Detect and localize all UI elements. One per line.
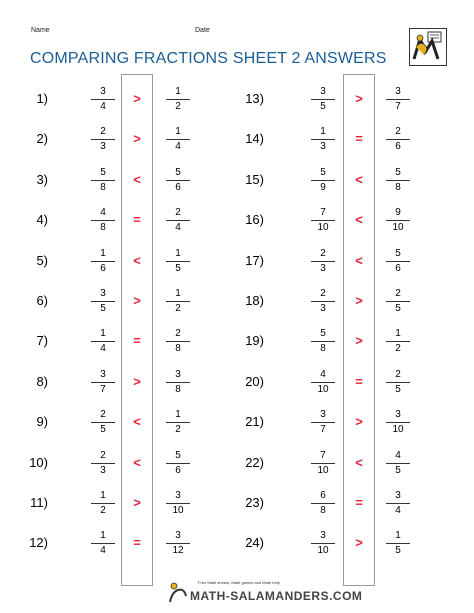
fraction-bar	[386, 180, 410, 181]
numerator: 3	[395, 409, 401, 421]
question-number: 24)	[245, 535, 264, 551]
numerator: 5	[100, 166, 106, 178]
comparison-answer: =	[355, 373, 363, 389]
salamander-logo-icon	[409, 28, 447, 66]
question-number: 2)	[36, 131, 48, 147]
question-number: 4)	[36, 212, 48, 228]
numerator: 1	[100, 328, 106, 340]
numerator: 7	[320, 207, 326, 219]
fraction-right	[165, 126, 191, 153]
denominator: 4	[100, 101, 106, 112]
numerator: 4	[320, 368, 326, 380]
fraction-left	[90, 86, 116, 113]
numerator: 1	[395, 530, 401, 542]
numerator: 5	[175, 166, 181, 178]
fraction-bar	[311, 463, 335, 464]
comparison-answer: >	[133, 131, 141, 147]
comparison-answer: =	[355, 495, 363, 510]
fraction-right	[165, 288, 191, 315]
fraction-bar	[311, 220, 335, 221]
fraction-left	[90, 409, 116, 436]
fraction-bar	[311, 422, 335, 423]
fraction-left	[90, 530, 116, 557]
fraction-bar	[166, 503, 190, 504]
fraction-bar	[91, 261, 115, 262]
fraction-bar	[166, 261, 190, 262]
fraction-left	[310, 490, 336, 517]
numerator: 1	[395, 328, 401, 340]
fraction-bar	[91, 503, 115, 504]
fraction-bar	[311, 382, 335, 383]
comparison-answer: <	[355, 212, 363, 228]
question-number: 18)	[245, 293, 264, 308]
numerator: 2	[395, 368, 401, 380]
comparison-answer: =	[133, 212, 141, 228]
question-number: 17)	[245, 252, 264, 268]
numerator: 1	[175, 126, 181, 138]
fraction-bar	[386, 463, 410, 464]
numerator: 2	[175, 207, 181, 219]
fraction-bar	[166, 139, 190, 140]
numerator: 5	[395, 166, 401, 178]
fraction-left	[310, 248, 336, 275]
fraction-bar	[311, 180, 335, 181]
denominator: 2	[100, 505, 106, 516]
denominator: 7	[320, 424, 326, 436]
fraction-left	[310, 530, 336, 557]
denominator: 4	[395, 505, 401, 516]
question-number: 15)	[245, 171, 264, 187]
numerator: 2	[100, 126, 106, 138]
fraction-bar	[166, 382, 190, 383]
numerator: 3	[175, 490, 181, 501]
numerator: 1	[100, 247, 106, 259]
fraction-bar	[166, 99, 190, 100]
fraction-bar	[91, 301, 115, 302]
numerator: 3	[100, 368, 106, 380]
denominator: 3	[100, 141, 106, 153]
denominator: 8	[100, 222, 106, 234]
fraction-left	[90, 490, 116, 517]
numerator: 3	[175, 530, 181, 542]
question-number: 1)	[36, 91, 48, 106]
denominator: 5	[395, 545, 401, 557]
fraction-bar	[166, 543, 190, 544]
fraction-bar	[386, 341, 410, 342]
question-number: 19)	[245, 333, 264, 349]
denominator: 10	[317, 222, 329, 234]
denominator: 2	[395, 343, 401, 355]
fraction-bar	[91, 543, 115, 544]
fraction-bar	[311, 261, 335, 262]
fraction-left	[310, 167, 336, 194]
date-label: Date	[195, 27, 210, 34]
fraction-bar	[166, 341, 190, 342]
page-title: COMPARING FRACTIONS SHEET 2 ANSWERS	[30, 50, 387, 67]
fraction-bar	[311, 543, 335, 544]
fraction-right	[385, 328, 411, 355]
numerator: 5	[175, 449, 181, 461]
numerator: 3	[320, 86, 326, 97]
fraction-bar	[91, 139, 115, 140]
comparison-answer: >	[355, 333, 363, 349]
denominator: 5	[395, 464, 401, 476]
fraction-bar	[386, 301, 410, 302]
fraction-right	[385, 248, 411, 275]
fraction-right	[385, 167, 411, 194]
question-number: 16)	[245, 212, 264, 228]
fraction-bar	[91, 341, 115, 342]
denominator: 10	[392, 424, 404, 436]
denominator: 4	[100, 343, 106, 355]
numerator: 3	[100, 288, 106, 299]
numerator: 9	[395, 207, 401, 219]
numerator: 2	[395, 288, 401, 299]
fraction-bar	[91, 382, 115, 383]
denominator: 5	[100, 303, 106, 314]
comparison-answer: =	[133, 333, 141, 349]
denominator: 7	[395, 101, 401, 112]
fraction-right	[385, 207, 411, 234]
denominator: 3	[320, 262, 326, 274]
fraction-bar	[91, 99, 115, 100]
denominator: 3	[100, 464, 106, 476]
fraction-left	[310, 86, 336, 113]
fraction-right	[165, 207, 191, 234]
fraction-bar	[91, 422, 115, 423]
numerator: 1	[175, 86, 181, 97]
denominator: 5	[100, 424, 106, 436]
numerator: 5	[320, 328, 326, 340]
denominator: 10	[392, 222, 404, 234]
fraction-right	[385, 288, 411, 315]
numerator: 3	[320, 409, 326, 421]
denominator: 2	[175, 303, 181, 314]
denominator: 5	[175, 262, 181, 274]
numerator: 3	[175, 368, 181, 380]
fraction-left	[310, 328, 336, 355]
numerator: 1	[100, 490, 106, 501]
fraction-left	[90, 207, 116, 234]
fraction-bar	[386, 261, 410, 262]
fraction-bar	[311, 139, 335, 140]
denominator: 5	[395, 303, 401, 314]
denominator: 4	[100, 545, 106, 557]
fraction-bar	[386, 139, 410, 140]
numerator: 4	[100, 207, 106, 219]
numerator: 1	[320, 126, 326, 138]
denominator: 2	[175, 424, 181, 436]
numerator: 1	[100, 530, 106, 542]
fraction-right	[165, 530, 191, 557]
fraction-right	[385, 490, 411, 517]
denominator: 12	[172, 545, 184, 557]
denominator: 8	[320, 343, 326, 355]
comparison-answer: >	[133, 495, 141, 510]
numerator: 2	[100, 409, 106, 421]
fraction-left	[310, 369, 336, 396]
fraction-left	[90, 369, 116, 396]
fraction-right	[385, 369, 411, 396]
question-number: 8)	[36, 373, 48, 389]
numerator: 4	[395, 449, 401, 461]
denominator: 3	[320, 303, 326, 314]
question-number: 13)	[245, 91, 264, 106]
numerator: 6	[320, 490, 326, 501]
denominator: 6	[100, 262, 106, 274]
question-number: 10)	[29, 454, 48, 470]
comparison-answer: <	[133, 454, 141, 470]
fraction-left	[310, 288, 336, 315]
fraction-right	[165, 167, 191, 194]
numerator: 3	[320, 530, 326, 542]
question-number: 5)	[36, 252, 48, 268]
fraction-left	[90, 288, 116, 315]
denominator: 5	[395, 383, 401, 395]
fraction-bar	[91, 180, 115, 181]
numerator: 2	[395, 126, 401, 138]
fraction-bar	[311, 99, 335, 100]
fraction-bar	[311, 341, 335, 342]
question-number: 9)	[36, 414, 48, 430]
numerator: 3	[395, 490, 401, 501]
comparison-answer: >	[355, 414, 363, 430]
fraction-bar	[386, 503, 410, 504]
denominator: 6	[395, 262, 401, 274]
fraction-right	[385, 86, 411, 113]
denominator: 10	[317, 383, 329, 395]
question-number: 22)	[245, 454, 264, 470]
footer-tagline: Free Math sheets, Math games and Math help	[198, 580, 280, 585]
fraction-right	[385, 409, 411, 436]
comparison-answer: =	[355, 131, 363, 147]
fraction-left	[90, 248, 116, 275]
fraction-bar	[311, 503, 335, 504]
denominator: 10	[317, 545, 329, 557]
comparison-answer: >	[133, 293, 141, 308]
denominator: 2	[175, 101, 181, 112]
fraction-right	[165, 248, 191, 275]
fraction-right	[165, 86, 191, 113]
comparison-answer: <	[355, 454, 363, 470]
numerator: 3	[395, 86, 401, 97]
denominator: 7	[100, 383, 106, 395]
comparison-answer: >	[355, 293, 363, 308]
fraction-bar	[386, 99, 410, 100]
denominator: 10	[317, 464, 329, 476]
fraction-bar	[166, 422, 190, 423]
fraction-right	[385, 126, 411, 153]
fraction-left	[90, 126, 116, 153]
fraction-bar	[166, 220, 190, 221]
denominator: 8	[175, 383, 181, 395]
comparison-answer: <	[133, 171, 141, 187]
denominator: 8	[100, 181, 106, 193]
comparison-answer: >	[133, 373, 141, 389]
fraction-bar	[386, 220, 410, 221]
salamander-icon	[166, 580, 190, 604]
footer	[160, 578, 363, 606]
comparison-answer: <	[133, 252, 141, 268]
question-number: 20)	[245, 373, 264, 389]
comparison-answer: >	[133, 91, 141, 106]
question-number: 3)	[36, 171, 48, 187]
question-number: 23)	[245, 495, 264, 510]
numerator: 5	[320, 166, 326, 178]
fraction-right	[165, 490, 191, 517]
comparison-answer: >	[355, 91, 363, 106]
fraction-bar	[386, 422, 410, 423]
denominator: 8	[175, 343, 181, 355]
question-number: 21)	[245, 414, 264, 430]
fraction-right	[165, 369, 191, 396]
denominator: 3	[320, 141, 326, 153]
fraction-right	[165, 450, 191, 477]
denominator: 8	[320, 505, 326, 516]
fraction-bar	[166, 301, 190, 302]
fraction-right	[165, 328, 191, 355]
fraction-bar	[311, 301, 335, 302]
fraction-bar	[166, 463, 190, 464]
fraction-bar	[386, 382, 410, 383]
denominator: 6	[175, 464, 181, 476]
comparison-answer: <	[133, 414, 141, 430]
denominator: 5	[320, 101, 326, 112]
fraction-right	[165, 409, 191, 436]
numerator: 1	[175, 288, 181, 299]
question-number: 14)	[245, 131, 264, 147]
fraction-bar	[91, 220, 115, 221]
comparison-answer: >	[355, 535, 363, 551]
numerator: 1	[175, 409, 181, 421]
fraction-left	[310, 207, 336, 234]
denominator: 6	[395, 141, 401, 153]
question-number: 7)	[36, 333, 48, 349]
numerator: 5	[395, 247, 401, 259]
numerator: 2	[175, 328, 181, 340]
fraction-right	[385, 530, 411, 557]
comparison-answer: <	[355, 171, 363, 187]
fraction-left	[90, 328, 116, 355]
numerator: 1	[175, 247, 181, 259]
numerator: 2	[320, 247, 326, 259]
numerator: 2	[320, 288, 326, 299]
fraction-left	[310, 450, 336, 477]
comparison-answer: <	[355, 252, 363, 268]
fraction-bar	[91, 463, 115, 464]
fraction-left	[310, 126, 336, 153]
question-number: 6)	[36, 293, 48, 308]
fraction-bar	[386, 543, 410, 544]
fraction-right	[385, 450, 411, 477]
question-number: 11)	[30, 495, 48, 510]
denominator: 8	[395, 181, 401, 193]
denominator: 4	[175, 141, 181, 153]
comparison-answer: =	[133, 535, 141, 551]
denominator: 6	[175, 181, 181, 193]
denominator: 9	[320, 181, 326, 193]
denominator: 10	[172, 505, 184, 516]
question-number: 12)	[29, 535, 48, 551]
numerator: 7	[320, 449, 326, 461]
fraction-left	[90, 450, 116, 477]
numerator: 2	[100, 449, 106, 461]
fraction-left	[310, 409, 336, 436]
denominator: 4	[175, 222, 181, 234]
fraction-left	[90, 167, 116, 194]
numerator: 3	[100, 86, 106, 97]
name-label: Name	[31, 27, 50, 34]
footer-brand: MATH-SALAMANDERS.COM	[190, 589, 363, 603]
fraction-bar	[166, 180, 190, 181]
